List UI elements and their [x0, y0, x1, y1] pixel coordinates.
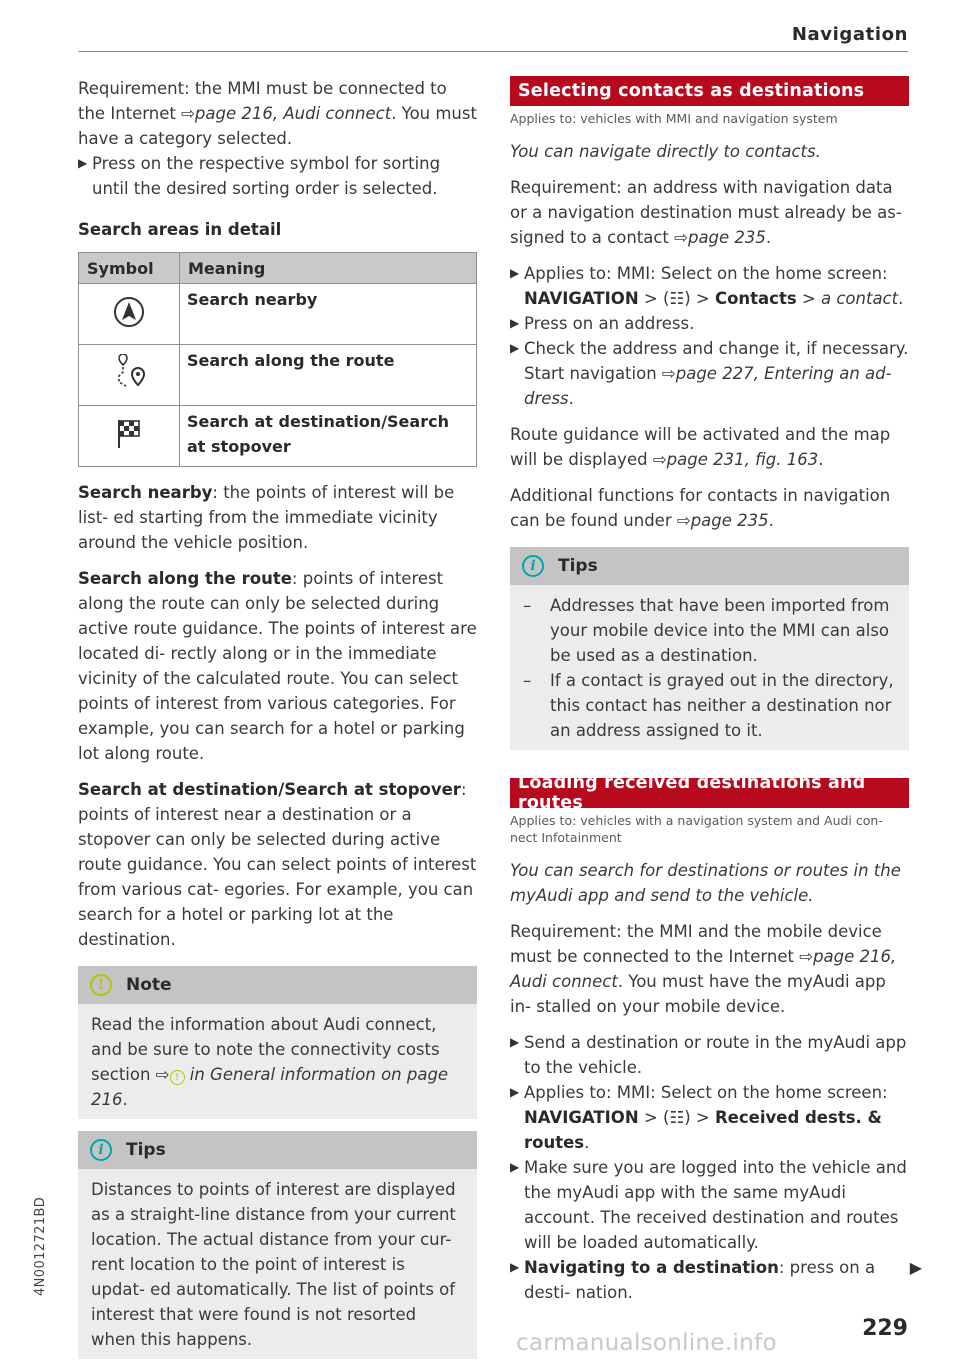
- tips-text: Distances to points of interest are displayed as a straight-line distance from your current location. The actual distance from your cur- rent location to the point of interest is updat- ed automatically. The list of points of interest that were found is not resorted when this happens.: [91, 1180, 456, 1349]
- search-areas-table: [78, 252, 477, 467]
- tip-text: Addresses that have been imported from your mobile device into the MMI can also be used as a destination.: [550, 596, 890, 665]
- menu-grid-icon: (☷): [662, 289, 691, 308]
- section-heading-received: Loading received destinations and routes: [510, 778, 909, 808]
- received-requirement-end: . You must have the myAudi app in- stalled on your mobile device.: [510, 972, 886, 1016]
- list-item: [523, 593, 895, 668]
- continue-arrow-icon: ▶: [909, 1258, 922, 1277]
- contacts-requirement: [510, 175, 909, 250]
- table-row: [79, 406, 477, 467]
- received-requirement: [510, 919, 909, 1019]
- contacts-requirement-link[interactable]: page 235: [687, 228, 766, 247]
- step-arrow-icon: ▶: [510, 1260, 520, 1274]
- dash-bullet: –: [523, 596, 532, 615]
- search-nearby-text: : the points of interest will be list- ed starting from the immediate vicinity around the vehicle position.: [78, 483, 455, 552]
- contacts-requirement-end: .: [765, 228, 772, 247]
- info-icon: i: [522, 555, 544, 577]
- tips-body: [78, 1169, 477, 1359]
- additional-end: .: [768, 511, 774, 530]
- contacts-tips-box: [510, 547, 909, 750]
- route-end: .: [818, 450, 824, 469]
- route-link[interactable]: page 231, fig. 163: [666, 450, 819, 469]
- sort-step: [78, 151, 477, 201]
- note-end: .: [122, 1090, 128, 1109]
- step-end: .: [568, 389, 574, 408]
- symbol-cell: [79, 406, 180, 467]
- contacts-step-select: [510, 261, 909, 311]
- tips-title: Tips: [558, 556, 598, 576]
- separator: >: [690, 289, 715, 308]
- side-document-code: 4N0012721BD: [33, 1196, 48, 1296]
- page-number: 229: [862, 1316, 908, 1341]
- contacts-step-check: [510, 336, 909, 411]
- step-arrow-icon: ▶: [510, 1085, 520, 1099]
- separator: >: [638, 289, 663, 308]
- tips-title: Tips: [126, 1140, 166, 1160]
- search-route-text: : points of interest along the route can only be selected during active route guidance. The points of interest are located di- rectly along or in the immediate vicinity of the calculated route. You can select points of interest from various categories. For example, you can search for a hotel or parking lot along route.: [78, 569, 477, 763]
- menu-grid-icon: (☷): [662, 1108, 691, 1127]
- step-text: Send a destination or route in the myAudi app to the vehicle.: [524, 1033, 907, 1077]
- step-arrow-icon: ▶: [510, 1035, 520, 1049]
- table-header-meaning: Meaning: [180, 253, 477, 284]
- applies-to-contacts: Applies to: vehicles with MMI and navigation system: [510, 111, 838, 126]
- step-arrow-icon: ▶: [510, 316, 520, 330]
- note-inline-icon: !: [170, 1070, 185, 1085]
- meaning-cell: Search along the route: [180, 345, 477, 406]
- destination-flag-icon: [114, 417, 144, 451]
- received-step-navigate: [510, 1255, 909, 1305]
- step-text: Applies to: MMI: Select on the home screen:: [524, 264, 888, 283]
- left-column: [78, 76, 477, 1359]
- received-step-login: [510, 1155, 909, 1255]
- contacts-intro: You can navigate directly to contacts.: [510, 142, 821, 161]
- additional-text: Additional functions for contacts in navigation can be found under ⇨: [510, 486, 891, 530]
- tips-box: [78, 1131, 477, 1359]
- step-text: Check the address and change it, if necessary. Start navigation ⇨: [524, 339, 909, 383]
- search-nearby-term: Search nearby: [78, 483, 213, 502]
- note-text-main: Read the information about Audi connect, and be sure to note the connectivity costs section ⇨: [91, 1015, 440, 1084]
- note-box-header: [78, 966, 477, 1004]
- sort-step-text: Press on the respective symbol for sorting until the desired sorting order is selected.: [92, 154, 441, 198]
- tips-box-header: [78, 1131, 477, 1169]
- step-text: : press on a desti- nation.: [524, 1258, 876, 1302]
- search-destination-term: Search at destination/Search at stopover: [78, 780, 461, 799]
- symbol-cell: [79, 284, 180, 345]
- contacts-requirement-text: Requirement: an address with navigation data or a navigation destination must already be as- signed to a contact ⇨: [510, 178, 902, 247]
- search-areas-heading: Search areas in detail: [78, 220, 282, 239]
- dash-bullet: –: [523, 671, 532, 690]
- navigation-menu-label: NAVIGATION: [524, 1108, 639, 1127]
- search-route-paragraph: [78, 566, 477, 766]
- page-header-title: Navigation: [791, 24, 908, 45]
- step-arrow-icon: ▶: [510, 341, 520, 355]
- meaning-cell: Search at destination/Search at stopover: [180, 406, 477, 467]
- received-intro: You can search for destinations or routes in the myAudi app and send to the vehicle.: [510, 861, 901, 905]
- note-title: Note: [126, 975, 172, 995]
- table-header-symbol: Symbol: [79, 253, 180, 284]
- meaning-cell: Search nearby: [180, 284, 477, 345]
- requirement-link[interactable]: page 216, Audi connect: [194, 104, 392, 123]
- contacts-step-press: [510, 311, 909, 336]
- step-arrow-icon: ▶: [510, 266, 520, 280]
- additional-functions-paragraph: [510, 483, 909, 533]
- navigating-term: Navigating to a destination: [524, 1258, 779, 1277]
- route-text: Route guidance will be activated and the map will be displayed ⇨: [510, 425, 891, 469]
- additional-link[interactable]: page 235: [690, 511, 769, 530]
- route-pin-icon: [112, 354, 146, 392]
- received-requirement-link[interactable]: page 216, Audi connect: [510, 947, 897, 991]
- search-destination-paragraph: [78, 777, 477, 952]
- a-contact-label: a contact: [821, 289, 899, 308]
- search-destination-text: : points of interest near a destination or a stopover can only be selected during active route guidance. You can select points of interest from various cat- egories. For example, you can search for a hotel or parking lot at the destination.: [78, 780, 477, 949]
- requirement-paragraph: [78, 76, 477, 151]
- search-nearby-paragraph: [78, 480, 477, 555]
- note-body: [78, 1004, 477, 1119]
- table-row: [79, 284, 477, 345]
- contacts-menu-label: Contacts: [714, 289, 797, 308]
- received-dests-label: Received dests. & routes: [524, 1108, 882, 1152]
- list-item: [523, 668, 895, 743]
- route-guidance-paragraph: [510, 422, 909, 472]
- step-text: Applies to: MMI: Select on the home screen:: [524, 1083, 888, 1102]
- requirement-text: Requirement: the MMI must be connected to the Internet ⇨: [78, 79, 447, 123]
- watermark: carmanualsonline.info: [516, 1330, 777, 1356]
- note-exclamation-icon: !: [90, 974, 112, 996]
- tips-box-header: [510, 547, 909, 585]
- note-text: [91, 1012, 463, 1112]
- step-text: Press on an address.: [524, 314, 695, 333]
- entering-address-link[interactable]: page 227, Entering an ad- dress: [524, 364, 892, 408]
- tip-text: If a contact is grayed out in the directory, this contact has neither a destination nor an address assigned to it.: [550, 671, 894, 740]
- separator: >: [796, 289, 821, 308]
- section-heading-contacts: Selecting contacts as destinations: [510, 76, 909, 106]
- info-icon: i: [90, 1139, 112, 1161]
- received-requirement-text: Requirement: the MMI and the mobile device must be connected to the Internet ⇨: [510, 922, 882, 966]
- nearby-compass-icon: [112, 295, 146, 329]
- step-arrow-icon: ▶: [78, 156, 88, 170]
- note-box: [78, 966, 477, 1119]
- symbol-cell: [79, 345, 180, 406]
- step-text: Make sure you are logged into the vehicle and the myAudi app with the same myAudi account. The received destination and routes will be loaded automatically.: [524, 1158, 907, 1252]
- requirement-end: . You must have a category selected.: [78, 104, 477, 148]
- applies-to-received: Applies to: vehicles with a navigation system and Audi con- nect Infotainment: [510, 813, 883, 845]
- tips-body: [510, 585, 909, 750]
- step-end: .: [584, 1133, 590, 1152]
- right-column: [510, 76, 909, 1305]
- step-arrow-icon: ▶: [510, 1160, 520, 1174]
- received-step-send: [510, 1030, 909, 1080]
- table-row: [79, 345, 477, 406]
- step-end: .: [898, 289, 904, 308]
- search-route-term: Search along the route: [78, 569, 292, 588]
- note-link[interactable]: in General information on page 216: [91, 1065, 449, 1109]
- navigation-menu-label: NAVIGATION: [524, 289, 639, 308]
- header-rule: [78, 51, 908, 52]
- received-step-select: ▶ Applies to: MMI: Select on the home screen: NAVIGATION > (☷) > Received dests. & routes.: [510, 1080, 909, 1155]
